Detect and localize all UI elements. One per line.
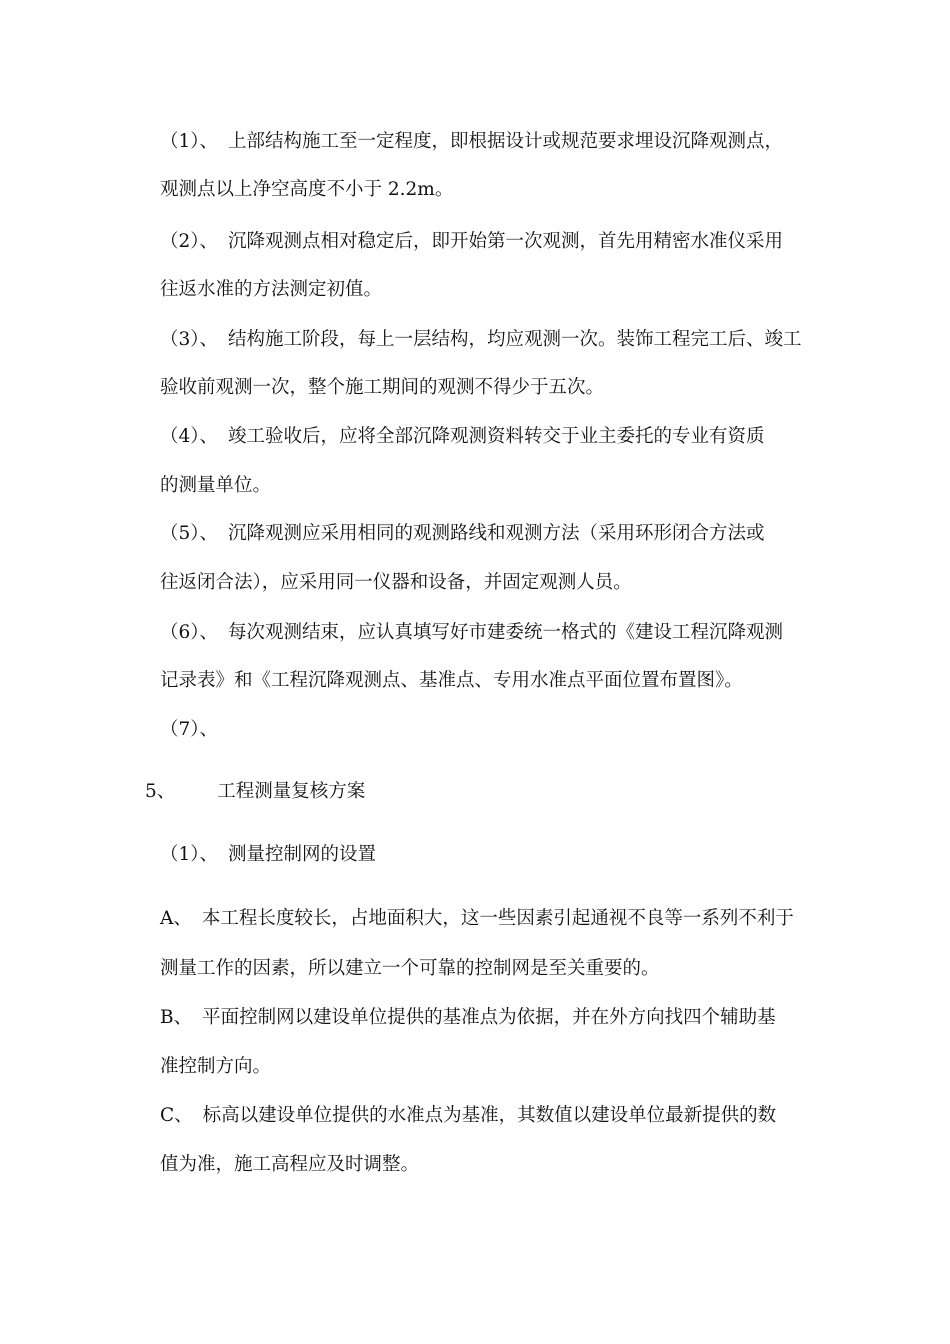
subsection-title: 测量控制网的设置 bbox=[228, 844, 377, 865]
item-text: 沉降观测点相对稳定后，即开始第一次观测，首先用精密水准仪采用 bbox=[228, 231, 784, 252]
subsection-heading bbox=[160, 843, 376, 867]
point-b-first-line bbox=[160, 1006, 776, 1030]
item-3-first-line bbox=[160, 328, 802, 352]
point-marker: A、 bbox=[160, 908, 192, 929]
item-2-second-line: 往返水准的方法测定初值。 bbox=[160, 279, 383, 300]
item-6-second-line: 记录表》和《工程沉降观测点、基准点、专用水准点平面位置布置图》。 bbox=[160, 670, 743, 691]
item-text: 每次观测结束，应认真填写好市建委统一格式的《建设工程沉降观测 bbox=[228, 622, 784, 643]
point-a-second-line: 测量工作的因素，所以建立一个可靠的控制网是至关重要的。 bbox=[160, 958, 660, 979]
point-text: 本工程长度较长，占地面积大，这一些因素引起通视不良等一系列不利于 bbox=[201, 908, 794, 929]
item-6-first-line bbox=[160, 621, 783, 645]
item-marker: （6）、 bbox=[160, 622, 219, 643]
item-marker: （5）、 bbox=[160, 523, 219, 544]
item-5-second-line: 往返闭合法），应采用同一仪器和设备，并固定观测人员。 bbox=[160, 572, 632, 593]
point-c-second-line: 值为准，施工高程应及时调整。 bbox=[160, 1154, 420, 1175]
point-text: 标高以建设单位提供的水准点为基准，其数值以建设单位最新提供的数 bbox=[202, 1105, 777, 1126]
item-text: 沉降观测应采用相同的观测路线和观测方法（采用环形闭合方法或 bbox=[228, 523, 765, 544]
point-b-second-line: 准控制方向。 bbox=[160, 1056, 272, 1077]
item-text: 竣工验收后，应将全部沉降观测资料转交于业主委托的专业有资质 bbox=[228, 426, 765, 447]
point-marker: B、 bbox=[160, 1007, 193, 1028]
item-marker: （7）、 bbox=[160, 719, 219, 740]
item-marker: （2）、 bbox=[160, 231, 219, 252]
point-marker: C、 bbox=[160, 1105, 193, 1126]
section-title: 工程测量复核方案 bbox=[217, 781, 366, 802]
item-7-line bbox=[160, 718, 218, 742]
item-1-first-line bbox=[160, 130, 783, 154]
item-2-first-line bbox=[160, 230, 783, 254]
section-heading bbox=[145, 780, 365, 804]
item-text: 结构施工阶段，每上一层结构，均应观测一次。装饰工程完工后、竣工 bbox=[228, 329, 802, 350]
item-3-second-line: 验收前观测一次，整个施工期间的观测不得少于五次。 bbox=[160, 377, 605, 398]
item-marker: （1）、 bbox=[160, 131, 219, 152]
section-number: 5、 bbox=[145, 781, 176, 802]
point-text: 平面控制网以建设单位提供的基准点为依据，并在外方向找四个辅助基 bbox=[202, 1007, 776, 1028]
item-text: 上部结构施工至一定程度，即根据设计或规范要求埋设沉降观测点， bbox=[228, 131, 784, 152]
subsection-marker: （1）、 bbox=[160, 844, 219, 865]
item-5-first-line bbox=[160, 522, 765, 546]
item-marker: （4）、 bbox=[160, 426, 219, 447]
item-1-second-line: 观测点以上净空高度不小于 2.2m。 bbox=[160, 179, 454, 200]
point-c-first-line bbox=[160, 1104, 776, 1128]
item-4-second-line: 的测量单位。 bbox=[160, 475, 272, 496]
point-a-first-line bbox=[160, 907, 794, 931]
item-4-first-line bbox=[160, 425, 765, 449]
item-marker: （3）、 bbox=[160, 329, 219, 350]
